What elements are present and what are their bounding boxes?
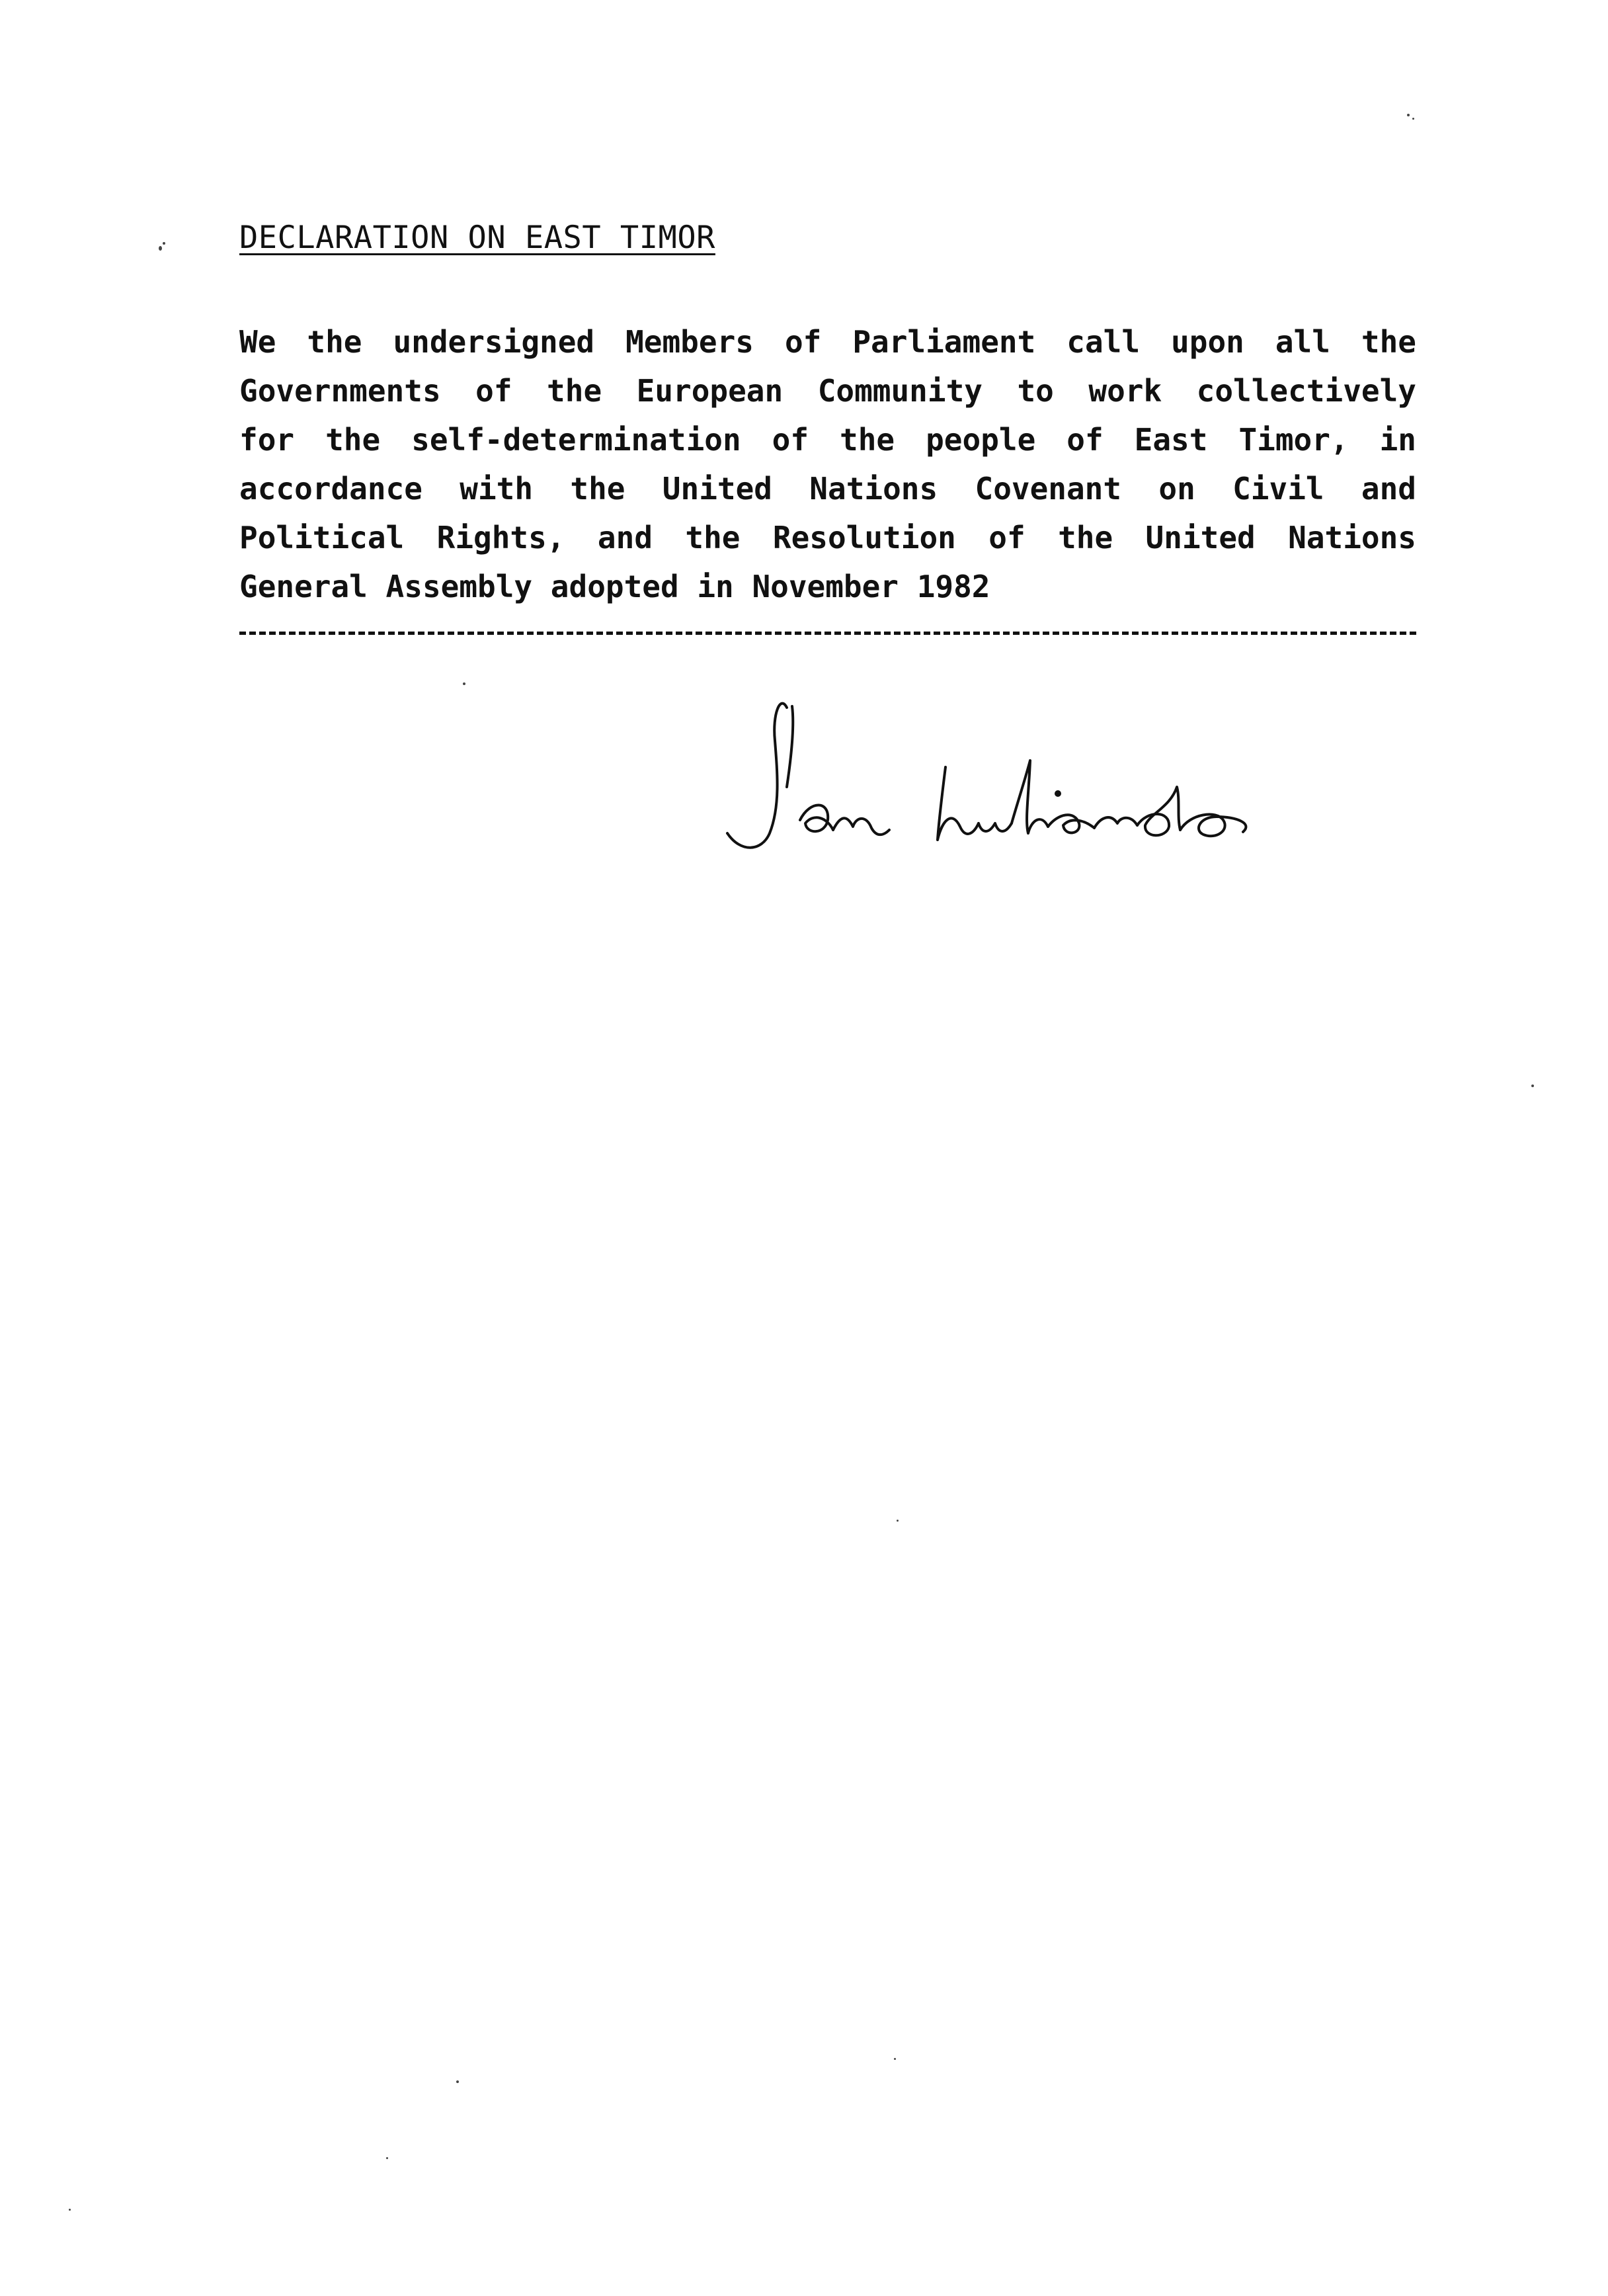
body-line: accordance with the United Nations Covenant on Civil and <box>239 471 1416 507</box>
body-line: for the self-determination of the people of East Timor, in <box>239 422 1416 458</box>
body-line: General Assembly adopted in November 1982 <box>239 569 990 604</box>
handwritten-signature <box>714 688 1322 860</box>
scan-speck <box>159 246 162 251</box>
scan-speck <box>1412 118 1414 120</box>
scan-speck <box>897 1520 899 1522</box>
scan-speck <box>69 2209 71 2211</box>
scan-speck <box>386 2157 388 2159</box>
dashed-separator <box>239 632 1416 635</box>
scan-speck <box>1407 114 1410 116</box>
scan-speck <box>894 2058 896 2060</box>
scan-speck <box>163 242 165 245</box>
scan-speck <box>456 2080 459 2083</box>
scan-speck <box>1531 1085 1534 1087</box>
body-line: Political Rights, and the Resolution of the United Nations <box>239 520 1416 555</box>
scan-speck <box>463 682 465 685</box>
body-line: Governments of the European Community to work collectively <box>239 373 1416 409</box>
body-line: We the undersigned Members of Parliament call upon all the <box>239 324 1416 360</box>
declaration-body <box>239 317 1416 611</box>
document-title: DECLARATION ON EAST TIMOR <box>239 220 715 256</box>
